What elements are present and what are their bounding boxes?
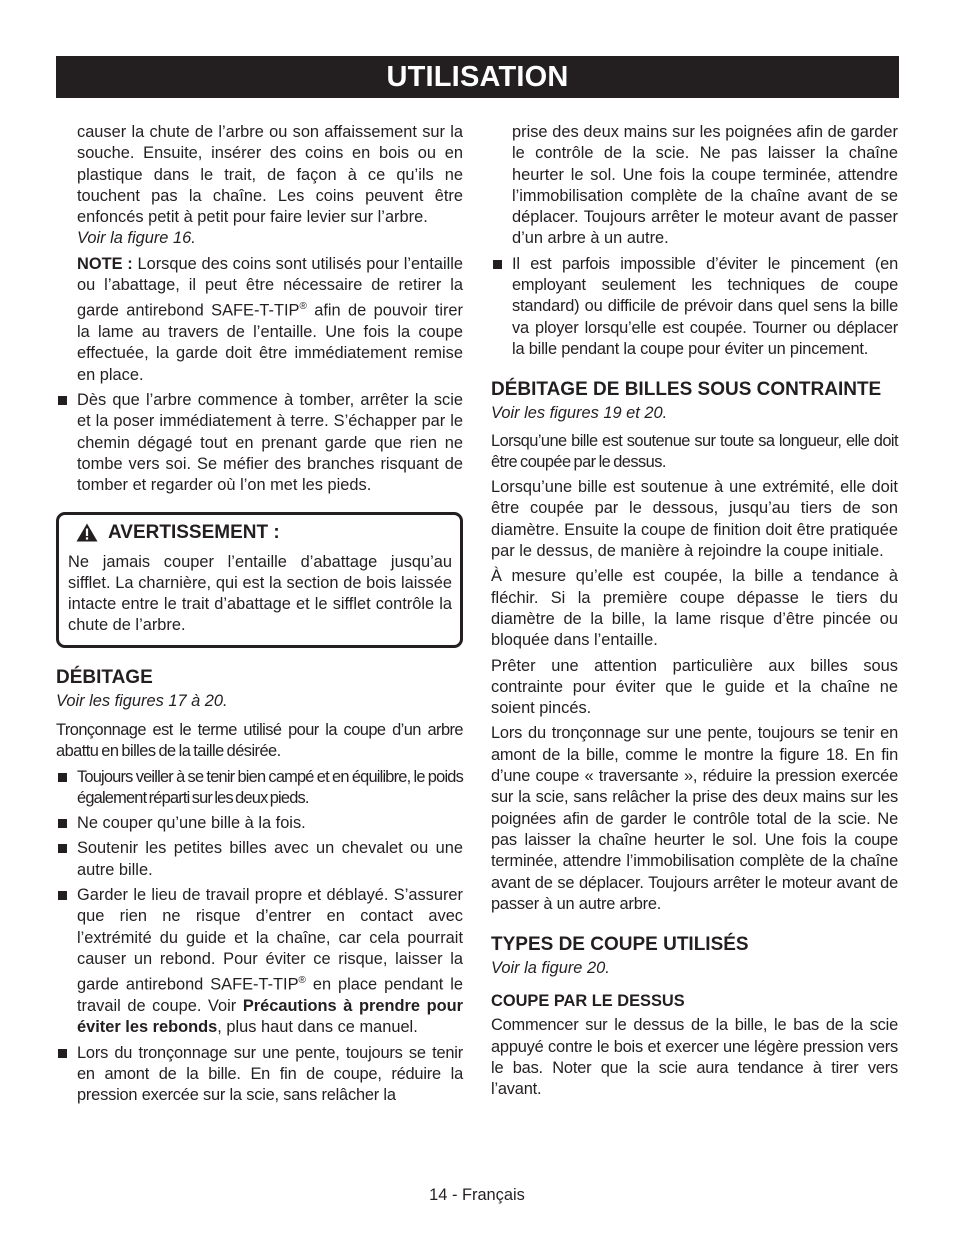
warning-text: Ne jamais couper l’entaille d’abattage jusqu’au sifflet. La charnière, qui est la section de bois laissée intacte entre le trait d’abattage et le sifflet contrôle la chute de l’arbre. bbox=[68, 552, 452, 635]
section-title: UTILISATION bbox=[386, 61, 569, 93]
bullet-item: Il est parfois impossible d’éviter le pincement (en employant seulement les techniques de coupe standard) ou difficile de prévoir dans quel sens la bille va ployer lorsqu’elle est coupée. Tourner ou déplacer la bille pendant la coupe pour éviter un pincement. bbox=[491, 254, 898, 360]
note-label: NOTE : bbox=[77, 254, 133, 273]
bullet-square-icon bbox=[58, 819, 67, 828]
body-paragraph: À mesure qu’elle est coupée, la bille a tendance à fléchir. Si la première coupe dépasse le tiers du diamètre de la bille, la lame risque d’être pincée ou bloquée dans l’entaille. bbox=[491, 567, 898, 650]
figure-reference: Voir la figure 20. bbox=[491, 959, 610, 978]
page-number: 14 - Français bbox=[429, 1186, 525, 1204]
bullet-item: Toujours veiller à se tenir bien campé et en équilibre, le poids également réparti sur les deux pieds. bbox=[56, 767, 463, 810]
debitage-intro: Tronçonnage est le terme utilisé pour la coupe d’un arbre abattu en billes de la taille désirée. bbox=[56, 721, 463, 761]
stress-heading: DÉBITAGE DE BILLES SOUS CONTRAINTE bbox=[491, 379, 882, 401]
bullet-item: Ne couper qu’une bille à la fois. bbox=[56, 813, 463, 834]
right-column bbox=[491, 122, 898, 1105]
bullet-square-icon bbox=[58, 844, 67, 853]
figure-reference: Voir les figures 17 à 20. bbox=[56, 691, 228, 710]
body-paragraph: Commencer sur le dessus de la bille, le bas de la scie appuyé contre le bois et exercer une légère pression vers le bas. Noter que la scie aura tendance à tirer vers l’avant. bbox=[491, 1016, 898, 1099]
warning-title: AVERTISSEMENT : bbox=[108, 521, 280, 543]
bullet-square-icon bbox=[58, 1049, 67, 1058]
body-paragraph: Lorsqu’une bille est soutenue sur toute sa longueur, elle doit être coupée par le dessus. bbox=[491, 431, 898, 471]
warning-box bbox=[56, 512, 463, 648]
kickback-reference: Précautions à prendre pour éviter les rebonds bbox=[77, 997, 463, 1037]
bullet-item: Soutenir les petites billes avec un chevalet ou une autre bille. bbox=[56, 838, 463, 881]
bullet-item: Dès que l’arbre commence à tomber, arrêter la scie et la poser immédiatement à terre. S’échapper par le chemin dégagé tout en prenant garde que rien ne tombe vers soi. Se méfier des branches risquant de tomber et regarder où l’on met les pieds. bbox=[56, 390, 463, 496]
warning-triangle-icon bbox=[76, 523, 98, 542]
bullet-square-icon bbox=[493, 260, 502, 269]
continued-paragraph: prise des deux mains sur les poignées afin de garder le contrôle de la scie. Ne pas laisser la chaîne heurter le sol. Une fois la coupe terminée, attendre l’immobilisation complète de la chaîne avant de se déplacer. Toujours arrêter le moteur avant de passer d’un arbre à un autre. bbox=[512, 123, 898, 248]
body-paragraph: Prêter une attention particulière aux billes sous contrainte pour éviter que le guide et la chaîne ne soient pincés. bbox=[491, 656, 898, 718]
section-title-banner bbox=[56, 56, 899, 98]
bullet-square-icon bbox=[58, 773, 67, 782]
body-paragraph: Lors du tronçonnage sur une pente, toujours se tenir en amont de la bille, comme le montre la figure 18. En fin d’une coupe « traversante », réduire la pression exercée sur la scie, sans relâcher la prise des deux mains sur les poignées afin de garder le contrôle total de la scie. Ne pas laisser la chaîne heurter le sol. Une fois la coupe terminée, attendre l’immobilisation complète de la chaîne avant de se déplacer. Toujours arrêter le moteur avant de passer à un autre arbre. bbox=[491, 724, 898, 913]
page-footer bbox=[0, 1185, 954, 1205]
note-paragraph: NOTE : Lorsque des coins sont utilisés pour l’entaille ou l’abattage, il peut être nécessaire de retirer la garde antirebond SAFE-T-TIP® afin de pouvoir tirer la lame au travers de l’entaille. Une fois la coupe effectuée, la garde doit être immédiatement remise en place. bbox=[77, 254, 464, 384]
felling-paragraph: causer la chute de l’arbre ou son affaissement sur la souche. Ensuite, insérer des coins en bois ou en plastique dans le trait, de façon à ce qu’ils ne touchent pas la chaîne. Les coins peuvent être enfoncés petit à petit pour faire levier sur l’arbre. Voir la figure 16. bbox=[77, 123, 463, 248]
bullet-item: Lors du tronçonnage sur une pente, toujours se tenir en amont de la bille. En fin de coupe, réduire la pression exercée sur la scie, sans relâcher la bbox=[56, 1043, 463, 1107]
body-paragraph: Lorsqu’une bille est soutenue à une extrémité, elle doit être coupée par le dessous, jusqu’au tiers de son diamètre. Ensuite la coupe de finition doit être pratiquée par le dessus, de manière à rejoindre la coupe initiale. bbox=[491, 478, 898, 561]
top-cut-subheading: COUPE PAR LE DESSUS bbox=[491, 992, 685, 1011]
bullet-square-icon bbox=[58, 891, 67, 900]
bullet-square-icon bbox=[58, 396, 67, 405]
types-heading: TYPES DE COUPE UTILISÉS bbox=[491, 934, 749, 956]
bullet-item: Garder le lieu de travail propre et déblayé. S’assurer que rien ne risque d’entrer en contact avec l’extrémité du guide et la chaîne, car cela pourrait causer un rebond. Pour éviter ce risque, laisser la garde antirebond SAFE-T-TIP® en place pendant le travail de coupe. Voir Précautions à prendre pour éviter les rebonds, plus haut dans ce manuel. bbox=[56, 885, 463, 1039]
left-column bbox=[56, 122, 463, 1111]
figure-reference: Voir les figures 19 et 20. bbox=[491, 404, 668, 423]
figure-reference: Voir la figure 16. bbox=[77, 229, 196, 248]
debitage-heading: DÉBITAGE bbox=[56, 666, 153, 688]
